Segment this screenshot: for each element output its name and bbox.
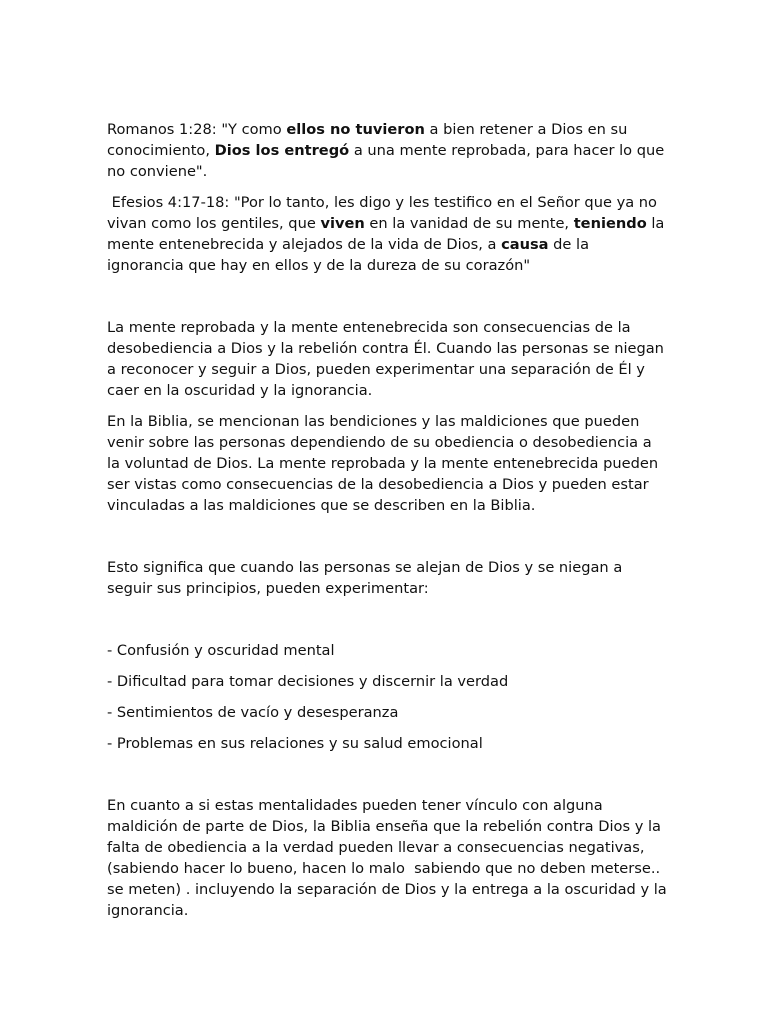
list-item: - Dificultad para tomar decisiones y discernir la verdad: [107, 673, 509, 690]
list-item: - Confusión y oscuridad mental: [107, 642, 335, 659]
paragraph: En la Biblia, se mencionan las bendiciones y las maldiciones que pueden venir sobre las personas dependiendo de su obediencia o desobediencia a la voluntad de Dios. La mente reprobada y la mente entenebrecida pueden ser vistas como consecuencias de la desobediencia a Dios y pueden estar vinculadas a las maldiciones que se describen en la Biblia.: [107, 413, 659, 514]
document-page: [107, 119, 672, 921]
bold-phrase: causa: [501, 236, 549, 253]
bold-phrase: viven: [320, 215, 365, 232]
list-item: - Problemas en sus relaciones y su salud emocional: [107, 735, 483, 752]
paragraph: En cuanto a si estas mentalidades pueden tener vínculo con alguna maldición de parte de Dios, la Biblia enseña que la rebelión contra Dios y la falta de obediencia a la verdad pueden llevar a consecuencias negativas, (sabiendo hacer lo bueno, hacen lo malo sabiendo que no deben meterse.. se meten) . incluyendo la separación de Dios y la entrega a la oscuridad y la ignorancia.: [107, 797, 672, 919]
bold-phrase: teniendo: [573, 215, 647, 232]
bold-phrase: Dios los entregó: [214, 142, 350, 159]
paragraph: Esto significa que cuando las personas se alejan de Dios y se niegan a seguir sus principios, pueden experimentar:: [107, 559, 623, 597]
verse-romanos: Romanos 1:28: "Y como ellos no tuvieron a bien retener a Dios en su conocimiento, Dios los entregó a una mente reprobada, para hacer lo que no conviene".: [107, 121, 665, 180]
paragraph: La mente reprobada y la mente entenebrecida son consecuencias de la desobediencia a Dios y la rebelión contra Él. Cuando las personas se niegan a reconocer y seguir a Dios, pueden experimentar una separación de Él y caer en la oscuridad y la ignorancia.: [107, 319, 664, 399]
list-item: - Sentimientos de vacío y desesperanza: [107, 704, 399, 721]
bold-phrase: ellos no tuvieron: [286, 121, 425, 138]
verse-efesios: Efesios 4:17-18: "Por lo tanto, les digo y les testifico en el Señor que ya no vivan como los gentiles, que viven en la vanidad de su mente, teniendo la mente entenebrecida y alejados de la vida de Dios, a causa de la ignorancia que hay en ellos y de la dureza de su corazón": [107, 194, 670, 274]
